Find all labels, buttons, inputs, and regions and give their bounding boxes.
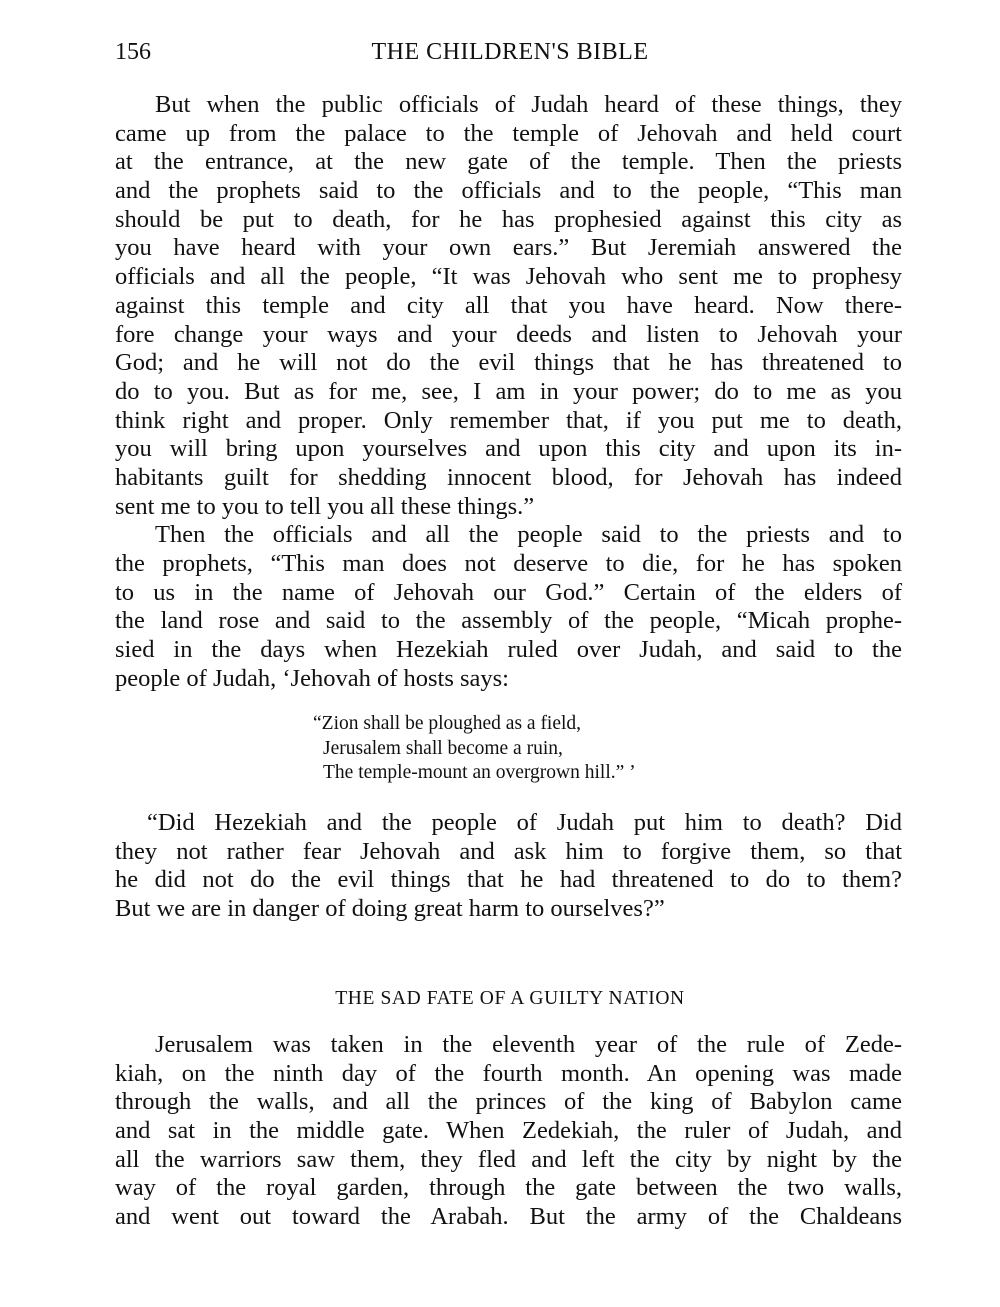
- text-line: Then the officials and all the people said to the priests and to: [155, 521, 902, 549]
- text-line: officials and all the people, “It was Jehovah who sent me to prophesy: [115, 263, 902, 291]
- paragraph-4: [115, 1031, 902, 1232]
- text-line: sent me to you to tell you all these things.”: [115, 492, 535, 520]
- text-line: do to you. But as for me, see, I am in your power; do to me as you: [115, 377, 902, 405]
- text-line: came up from the palace to the temple of Jehovah and held court: [115, 119, 902, 147]
- text-line: should be put to death, for he has prophesied against this city as: [115, 205, 902, 233]
- text-line: sied in the days when Hezekiah ruled over Judah, and said to the: [115, 636, 902, 664]
- poem-quote: [313, 712, 636, 786]
- section-heading: THE SAD FATE OF A GUILTY NATION: [335, 988, 685, 1009]
- text-line: fore change your ways and your deeds and listen to Jehovah your: [115, 320, 902, 348]
- text-line: “Did Hezekiah and the people of Judah put him to death? Did: [147, 809, 902, 836]
- poem-line: The temple-mount an overgrown hill.” ’: [323, 762, 636, 783]
- text-line: habitants guilt for shedding innocent blood, for Jehovah has indeed: [115, 463, 902, 491]
- text-line: you will bring upon yourselves and upon this city and upon its in-: [115, 435, 902, 463]
- text-line: But when the public officials of Judah heard of these things, they: [155, 91, 902, 118]
- paragraph-3: [115, 809, 902, 924]
- text-line: way of the royal garden, through the gate between the two walls,: [115, 1174, 902, 1202]
- text-line: through the walls, and all the princes of the king of Babylon came: [115, 1088, 902, 1116]
- text-line: they not rather fear Jehovah and ask him to forgive them, so that: [115, 837, 902, 865]
- text-line: and the prophets said to the officials and to the people, “This man: [115, 177, 902, 205]
- text-line: and went out toward the Arabah. But the army of the Chaldeans: [115, 1203, 902, 1231]
- text-line: against this temple and city all that you have heard. Now there-: [115, 291, 902, 319]
- text-line: to us in the name of Jehovah our God.” Certain of the elders of: [115, 578, 902, 606]
- text-line: people of Judah, ‘Jehovah of hosts says:: [115, 664, 509, 692]
- page-number: 156: [115, 39, 151, 65]
- text-line: God; and he will not do the evil things that he has threatened to: [115, 349, 902, 377]
- text-line: Jerusalem was taken in the eleventh year of the rule of Zede-: [155, 1031, 902, 1058]
- text-line: he did not do the evil things that he had threatened to do to them?: [115, 866, 902, 894]
- paragraph-1: [115, 91, 902, 693]
- poem-line: Jerusalem shall become a ruin,: [323, 737, 563, 759]
- poem-line: “Zion shall be ploughed as a field,: [313, 713, 582, 734]
- text-line: you have heard with your own ears.” But Jeremiah answered the: [115, 234, 902, 262]
- text-line: the prophets, “This man does not deserve to die, for he has spoken: [115, 550, 902, 577]
- text-line: and sat in the middle gate. When Zedekiah, the ruler of Judah, and: [115, 1117, 902, 1145]
- text-line: at the entrance, at the new gate of the temple. Then the priests: [115, 148, 902, 176]
- running-title: THE CHILDREN'S BIBLE: [371, 39, 649, 65]
- text-line: all the warriors saw them, they fled and left the city by night by the: [115, 1145, 902, 1173]
- text-line: But we are in danger of doing great harm to ourselves?”: [115, 895, 665, 923]
- text-line: kiah, on the ninth day of the fourth month. An opening was made: [115, 1059, 902, 1087]
- text-line: think right and proper. Only remember that, if you put me to death,: [115, 406, 902, 434]
- text-line: the land rose and said to the assembly of the people, “Micah prophe-: [115, 607, 902, 635]
